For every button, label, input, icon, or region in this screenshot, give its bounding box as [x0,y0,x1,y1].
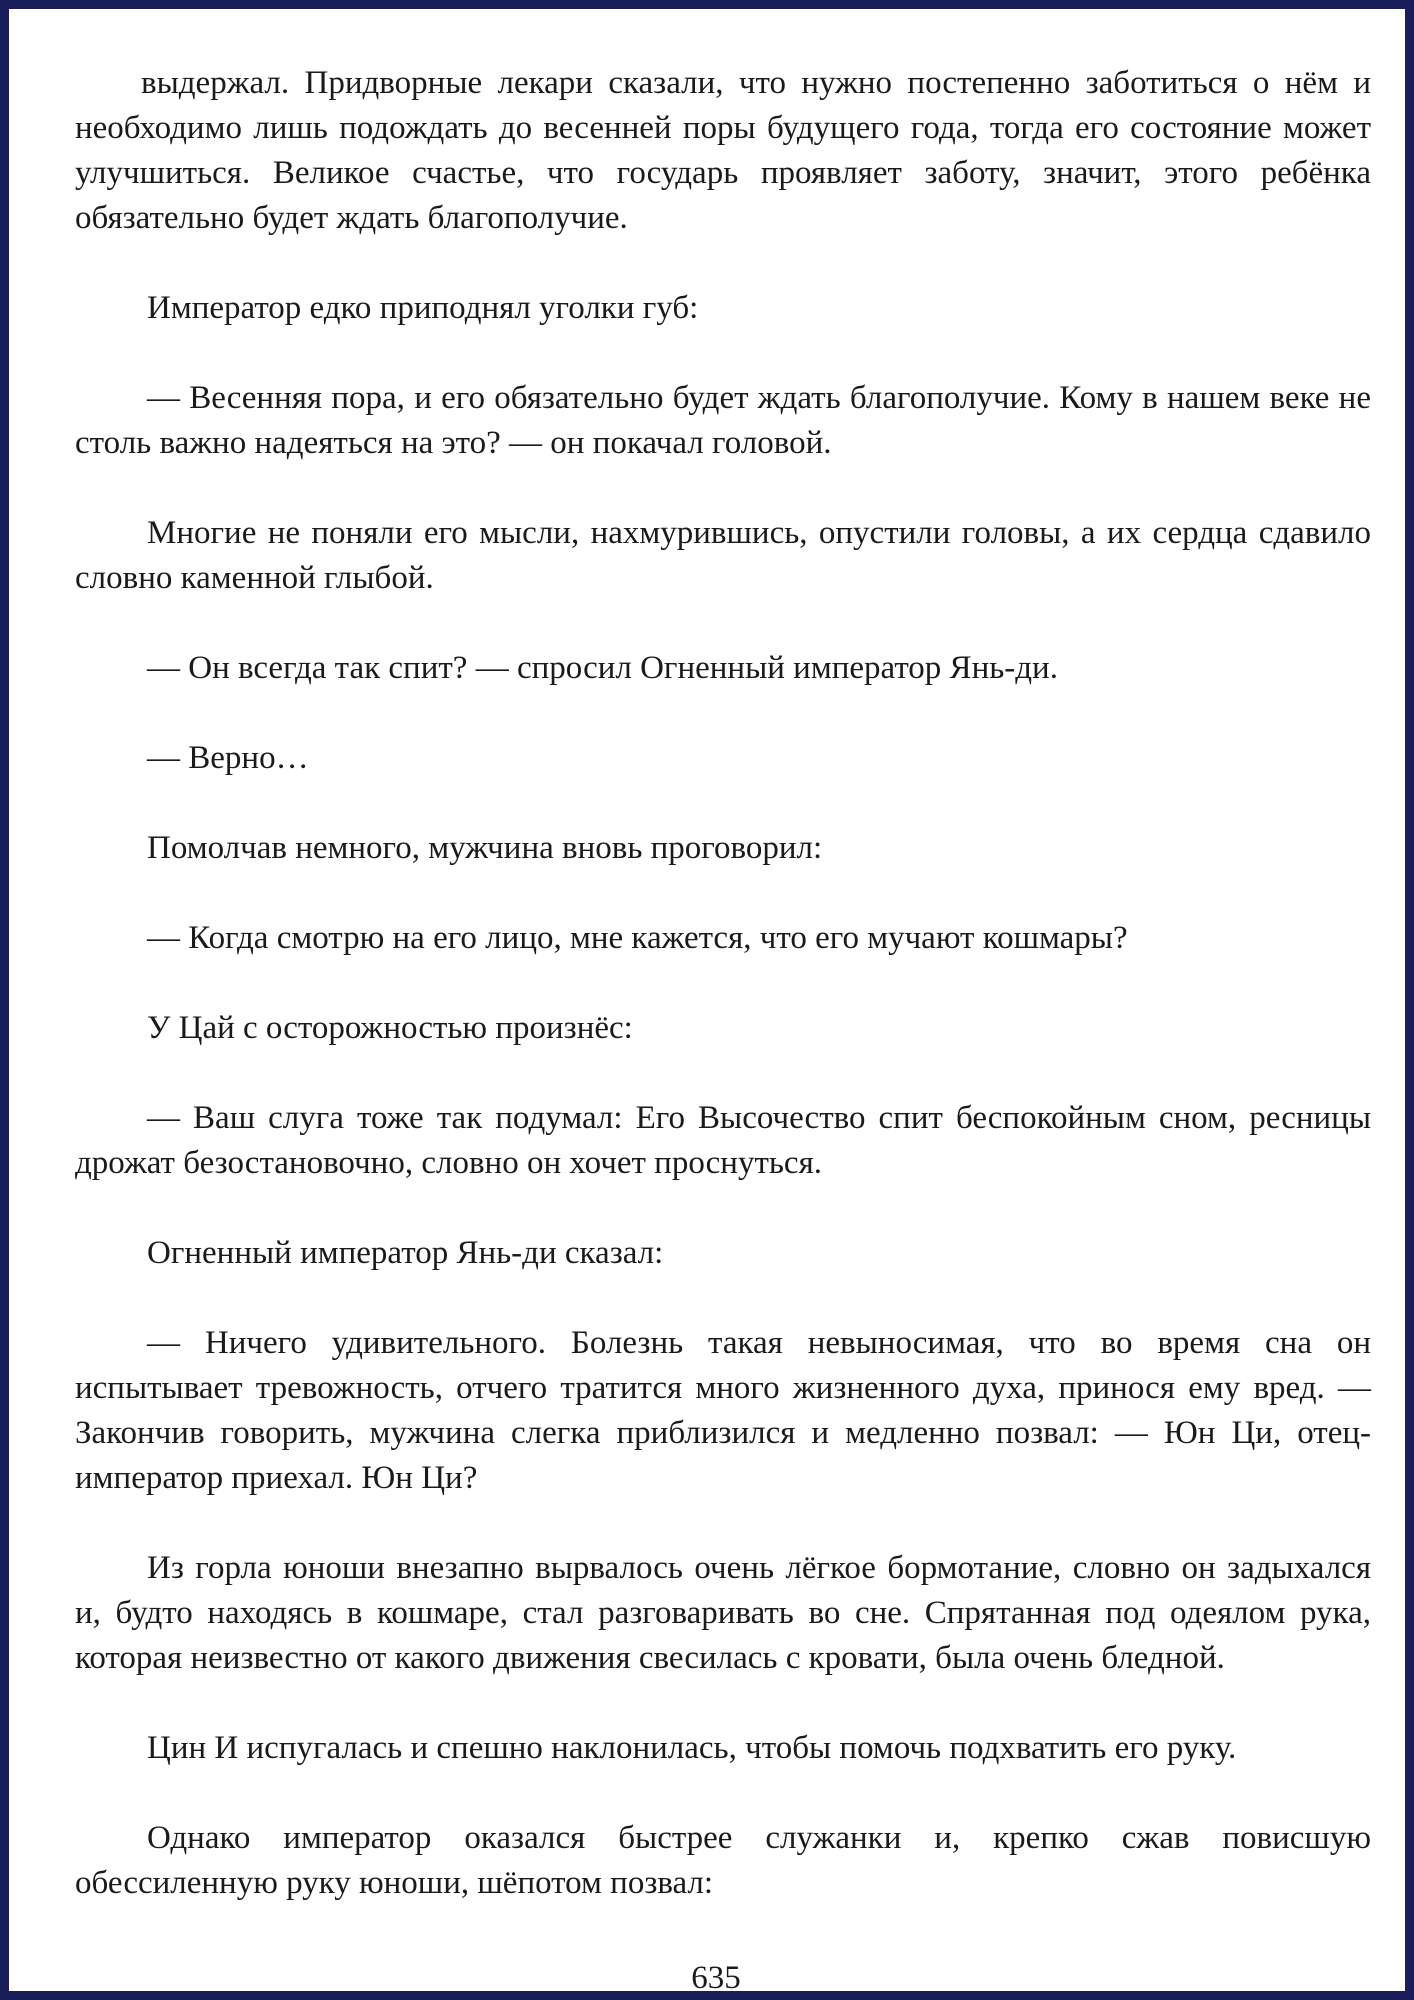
text-body [75,61,1371,1906]
paragraph: Огненный император Янь-ди сказал: [147,1235,664,1271]
paragraph: — Верно… [147,740,309,776]
paragraph: — Ничего удивительного. Болезнь такая невыносимая, что во время сна он испытывает тревожность, отчего тратится много жизненного духа, принося ему вред. — Закончив говорить, мужчина слегка приблизился и медленно позвал: — Юн Ци, отец-император приехал. Юн Ци? [75,1325,1371,1496]
paragraph: — Весенняя пора, и его обязательно будет ждать благополучие. Кому в нашем веке не столь важно надеяться на это? — он покачал головой. [75,380,1371,461]
paragraph: — Ваш слуга тоже так подумал: Его Высочество спит беспокойным сном, ресницы дрожат безостановочно, словно он хочет проснуться. [75,1100,1371,1181]
paragraph: — Он всегда так спит? — спросил Огненный император Янь-ди. [147,650,1058,686]
paragraph: Император едко приподнял уголки губ: [147,290,699,326]
paragraph: Из горла юноши внезапно вырвалось очень лёгкое бормотание, словно он задыхался и, будто находясь в кошмаре, стал разговаривать во сне. Спрятанная под одеялом рука, которая неизвестно от какого движения свесилась с кровати, была очень бледной. [75,1550,1371,1676]
paragraph: У Цай с осторожностью произнёс: [147,1010,633,1046]
paragraph: — Когда смотрю на его лицо, мне кажется, что его мучают кошмары? [147,920,1128,956]
paragraph: Цин И испугалась и спешно наклонилась, чтобы помочь подхватить его руку. [147,1730,1237,1766]
page-number: 635 [691,1960,741,1996]
paragraph: Многие не поняли его мысли, нахмурившись, опустили головы, а их сердца сдавило словно каменной глыбой. [75,515,1371,596]
paragraph: Однако император оказался быстрее служанки и, крепко сжав повисшую обессиленную руку юноши, шёпотом позвал: [75,1820,1371,1901]
paragraph: выдержал. Придворные лекари сказали, что нужно постепенно заботиться о нём и необходимо лишь подождать до весенней поры будущего года, тогда его состояние может улучшиться. Великое счастье, что государь проявляет заботу, значит, этого ребёнка обязательно будет ждать благополучие. [75,65,1371,236]
paragraph: Помолчав немного, мужчина вновь проговорил: [147,830,823,866]
